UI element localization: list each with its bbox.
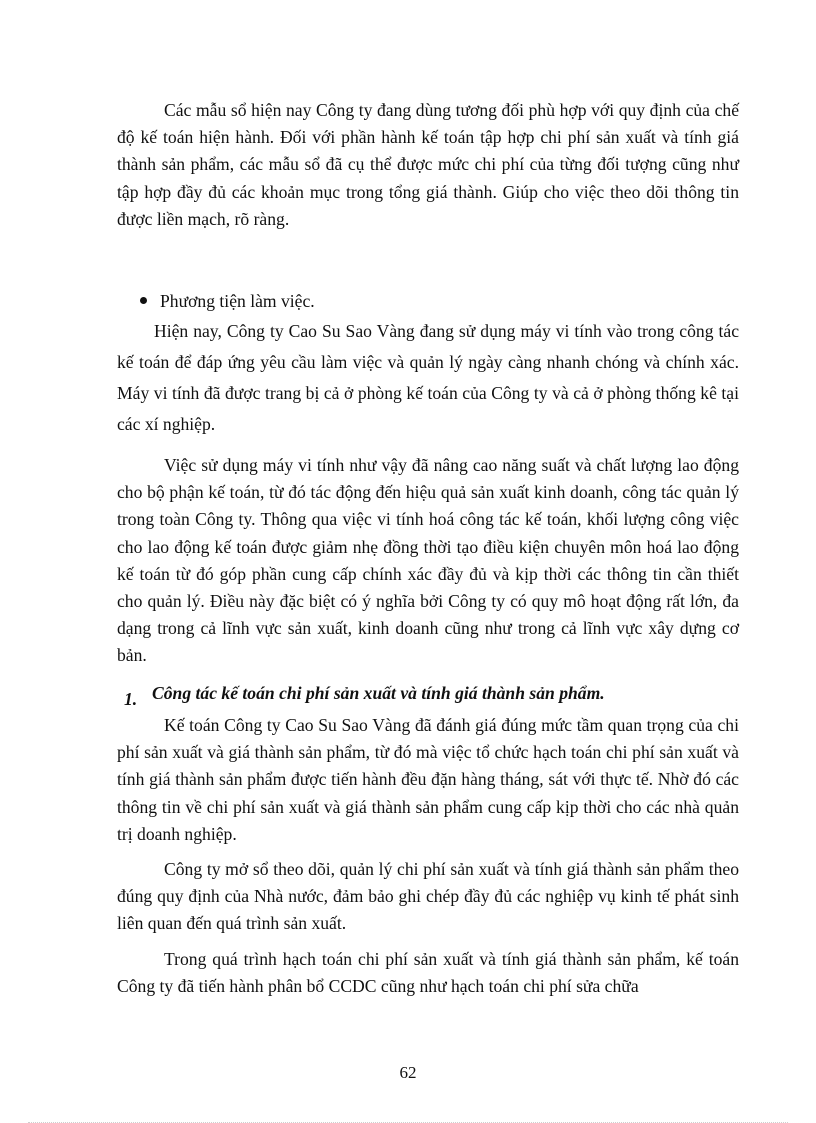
section-title: Công tác kế toán chi phí sản xuất và tính giá thành sản phẩm.	[152, 683, 605, 703]
section-number: 1.	[124, 689, 138, 709]
section-heading	[124, 680, 605, 709]
paragraph-cost-tracking: Công ty mở sổ theo dõi, quản lý chi phí sản xuất và tính giá thành sản phẩm theo đúng quy định của Nhà nước, đảm bảo ghi chép đầy đủ các nghiệp vụ kinh tế phát sinh liên quan đến quá trình sản xuất.	[117, 859, 739, 934]
paragraph-cost-allocation: Trong quá trình hạch toán chi phí sản xuất và tính giá thành sản phẩm, kế toán Công ty đã tiến hành phân bổ CCDC cũng như hạch toán chi phí sửa chữa	[117, 949, 739, 997]
bullet-item-label: Phương tiện làm việc.	[160, 291, 315, 311]
paragraph-ledger-forms: Các mẫu sổ hiện nay Công ty đang dùng tương đối phù hợp với quy định của chế độ kế toán hiện hành. Đối với phần hành kế toán tập hợp chi phí sản xuất và tính giá thành sản phẩm, các mẫu sổ đã cụ thể được mức chi phí của từng đối tượng cũng như tập hợp đầy đủ các khoản mục trong tổng giá thành. Giúp cho việc theo dõi thông tin được liền mạch, rõ ràng.	[117, 100, 739, 229]
bullet-item	[140, 288, 315, 315]
page-number: 62	[399, 1063, 417, 1082]
paragraph-computer-benefits: Việc sử dụng máy vi tính như vậy đã nâng cao năng suất và chất lượng lao động cho bộ phận kế toán, từ đó tác động đến hiệu quả sản xuất kinh doanh, công tác quản lý trong toàn Công ty. Thông qua việc vi tính hoá công tác kế toán, khối lượng công việc cho lao động kế toán được giảm nhẹ đồng thời tạo điều kiện chuyên môn hoá lao động kế toán từ đó góp phần cung cấp chính xác đầy đủ và kịp thời các thông tin cần thiết cho quản lý. Điều này đặc biệt có ý nghĩa bởi Công ty có quy mô hoạt động rất lớn, đa dạng trong cả lĩnh vực sản xuất, kinh doanh cũng như trong cả lĩnh vực xây dựng cơ bản.	[117, 455, 739, 666]
bullet-icon	[140, 297, 147, 304]
paragraph-computer-usage: Hiện nay, Công ty Cao Su Sao Vàng đang sử dụng máy vi tính vào trong công tác kế toán để đáp ứng yêu cầu làm việc và quản lý ngày càng nhanh chóng và chính xác. Máy vi tính đã được trang bị cả ở phòng kế toán của Công ty và cả ở phòng thống kê tại các xí nghiệp.	[117, 321, 739, 434]
paragraph-cost-accounting: Kế toán Công ty Cao Su Sao Vàng đã đánh giá đúng mức tầm quan trọng của chi phí sản xuất và giá thành sản phẩm, từ đó mà việc tổ chức hạch toán chi phí sản xuất và tính giá thành sản phẩm được tiến hành đều đặn hàng tháng, sát với thực tế. Nhờ đó các thông tin về chi phí sản xuất và giá thành sản phẩm cung cấp kịp thời cho các nhà quản trị doanh nghiệp.	[117, 715, 739, 844]
